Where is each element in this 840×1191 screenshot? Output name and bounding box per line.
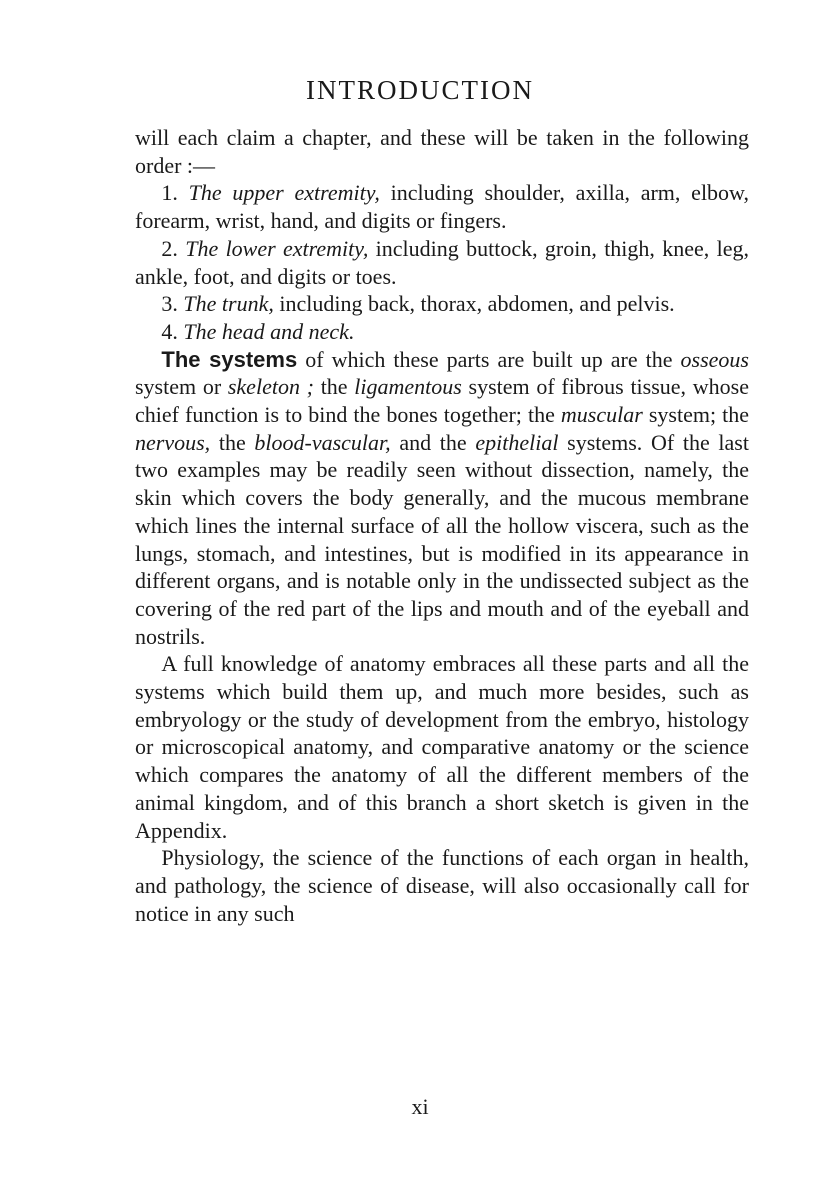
text-run: system or: [135, 374, 228, 400]
paragraph-continuation: will each claim a chapter, and these will be taken in the following order :—: [135, 125, 749, 178]
text-run: and the: [390, 429, 476, 455]
list-item-3: [135, 290, 749, 318]
list-text: including shoulder, axilla, arm, elbow, forearm, wrist, hand, and digits or fingers.: [135, 180, 750, 234]
list-number: 1.: [161, 180, 178, 206]
emphasis: ligamentous: [354, 374, 462, 400]
list-title: The trunk,: [183, 291, 274, 317]
paragraph-physiology: Physiology, the science of the functions of each organ in health, and pathology, the science of disease, will also occasionally call for notice in any such: [135, 845, 749, 926]
list-item-1: [135, 179, 749, 234]
page-number: xi: [411, 1094, 429, 1119]
list-number: 3.: [161, 291, 178, 317]
page-body: [135, 124, 749, 927]
list-text: including buttock, groin, thigh, knee, leg, ankle, foot, and digits or toes.: [135, 235, 749, 289]
list-title: The upper extremity,: [188, 180, 380, 206]
paragraph-knowledge: A full knowledge of anatomy embraces all these parts and all the systems which build them up, and much more besides, such as embryology or the study of development from the embryo, histology or microscopical anatomy, and comparative anatomy or the science which compares the anatomy of all the different members of the animal kingdom, and of this branch a short sketch is given in the Appendix.: [135, 651, 749, 843]
emphasis: osseous: [680, 346, 749, 372]
emphasis: muscular: [560, 402, 643, 428]
paragraph-systems: [135, 346, 749, 651]
systems-heading: The systems: [161, 346, 298, 372]
text-run: system of fibrous tissue, whose chief function is to bind the bones together; the: [135, 374, 749, 428]
list-item-4: [135, 318, 749, 346]
emphasis: skeleton ;: [227, 374, 314, 400]
text-run: systems. Of the last two examples may be readily seen without dissection, namely, the skin which covers the body generally, and the mucous membrane which lines the internal surface of all the hollow viscera, such as the lungs, stomach, and intestines, but is modified in its appearance in different organs, and is notable only in the undissected subject as the covering of the red part of the lips and mouth and of the eyeball and nostrils.: [135, 429, 749, 649]
list-text: including back, thorax, abdomen, and pelvis.: [273, 291, 675, 317]
text-run: of which these parts are built up are the: [297, 346, 681, 372]
emphasis: nervous,: [135, 429, 211, 455]
list-title: The lower extremity,: [185, 235, 369, 261]
list-item-2: [135, 235, 749, 290]
emphasis: blood-vascular,: [254, 429, 391, 455]
list-number: 4.: [161, 318, 178, 344]
list-number: 2.: [161, 235, 178, 261]
text-run: system; the: [642, 402, 749, 428]
text-run: the: [313, 374, 355, 400]
text-run: the: [210, 429, 255, 455]
list-title: The head and neck.: [183, 318, 355, 344]
emphasis: epithelial: [475, 429, 559, 455]
running-header: INTRODUCTION: [306, 75, 534, 105]
